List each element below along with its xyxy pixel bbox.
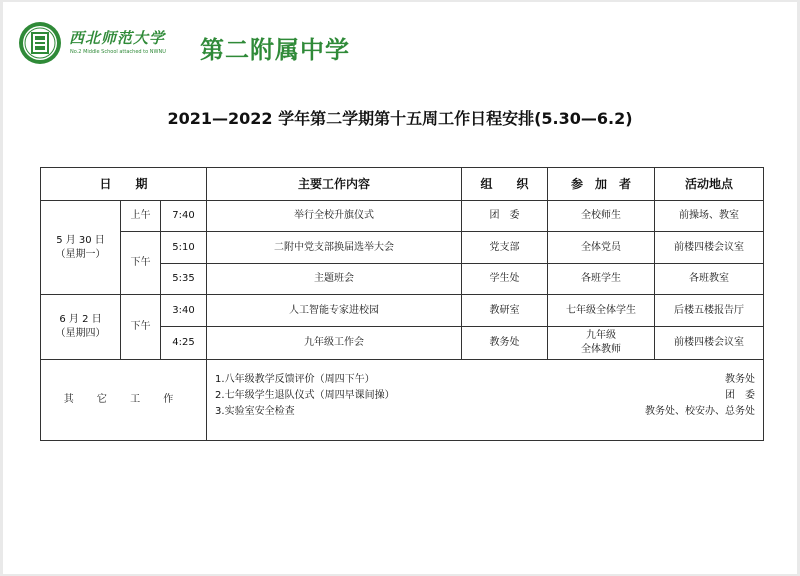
content-cell: 主题班会 <box>207 264 462 295</box>
time-cell: 4:25 <box>161 327 207 360</box>
other-work-label: 其 它 工 作 <box>41 360 207 441</box>
period-cell: 下午 <box>121 295 161 360</box>
schedule-title: 2021—2022 学年第二学期第十五周工作日程安排(5.30—6.2) <box>167 109 633 128</box>
participants-cell: 九年级 全体教师 <box>548 327 655 360</box>
participants-cell: 各班学生 <box>548 264 655 295</box>
org-cell: 团 委 <box>462 201 548 232</box>
other-work-item: 1.八年级教学反馈评价（周四下午） 教务处 <box>215 374 756 385</box>
header-content: 主要工作内容 <box>207 168 462 201</box>
time-cell: 3:40 <box>161 295 207 327</box>
content-cell: 九年级工作会 <box>207 327 462 360</box>
other-work-row <box>41 360 764 441</box>
time-cell: 5:35 <box>161 264 207 295</box>
org-cell: 学生处 <box>462 264 548 295</box>
date-cell: 5 月 30 日 （星期一） <box>41 201 121 295</box>
school-emblem-icon <box>18 21 62 65</box>
period-cell: 下午 <box>121 232 161 295</box>
header-location: 活动地点 <box>655 168 764 201</box>
content-cell: 举行全校升旗仪式 <box>207 201 462 232</box>
participants-cell: 全校师生 <box>548 201 655 232</box>
school-name: 第二附属中学 <box>200 36 350 64</box>
org-cell: 教务处 <box>462 327 548 360</box>
participants-cell: 七年级全体学生 <box>548 295 655 327</box>
header-date: 日 期 <box>41 168 207 201</box>
date-cell: 6 月 2 日 （星期四） <box>41 295 121 360</box>
header-participants: 参 加 者 <box>548 168 655 201</box>
university-name-script: 西北师范大学 <box>69 29 166 47</box>
time-cell: 7:40 <box>161 201 207 232</box>
content-cell: 二附中党支部换届选举大会 <box>207 232 462 264</box>
location-cell: 前操场、教室 <box>655 201 764 232</box>
content-cell: 人工智能专家进校园 <box>207 295 462 327</box>
other-work-item: 3.实验室安全检查 教务处、校安办、总务处 <box>215 406 756 417</box>
other-work-item: 2.七年级学生退队仪式（周四早课间操） 团 委 <box>215 390 756 401</box>
location-cell: 后楼五楼报告厅 <box>655 295 764 327</box>
table-row <box>41 295 764 327</box>
table-row <box>41 201 764 232</box>
location-cell: 前楼四楼会议室 <box>655 327 764 360</box>
time-cell: 5:10 <box>161 232 207 264</box>
schedule-table <box>40 167 764 441</box>
table-row <box>41 232 764 264</box>
other-work-list <box>207 360 764 441</box>
org-cell: 党支部 <box>462 232 548 264</box>
location-cell: 各班教室 <box>655 264 764 295</box>
table-header-row <box>41 168 764 201</box>
period-cell: 上午 <box>121 201 161 232</box>
header-org: 组 织 <box>462 168 548 201</box>
org-cell: 教研室 <box>462 295 548 327</box>
participants-cell: 全体党员 <box>548 232 655 264</box>
location-cell: 前楼四楼会议室 <box>655 232 764 264</box>
school-english-name: No.2 Middle School attached to NWNU <box>70 49 166 55</box>
